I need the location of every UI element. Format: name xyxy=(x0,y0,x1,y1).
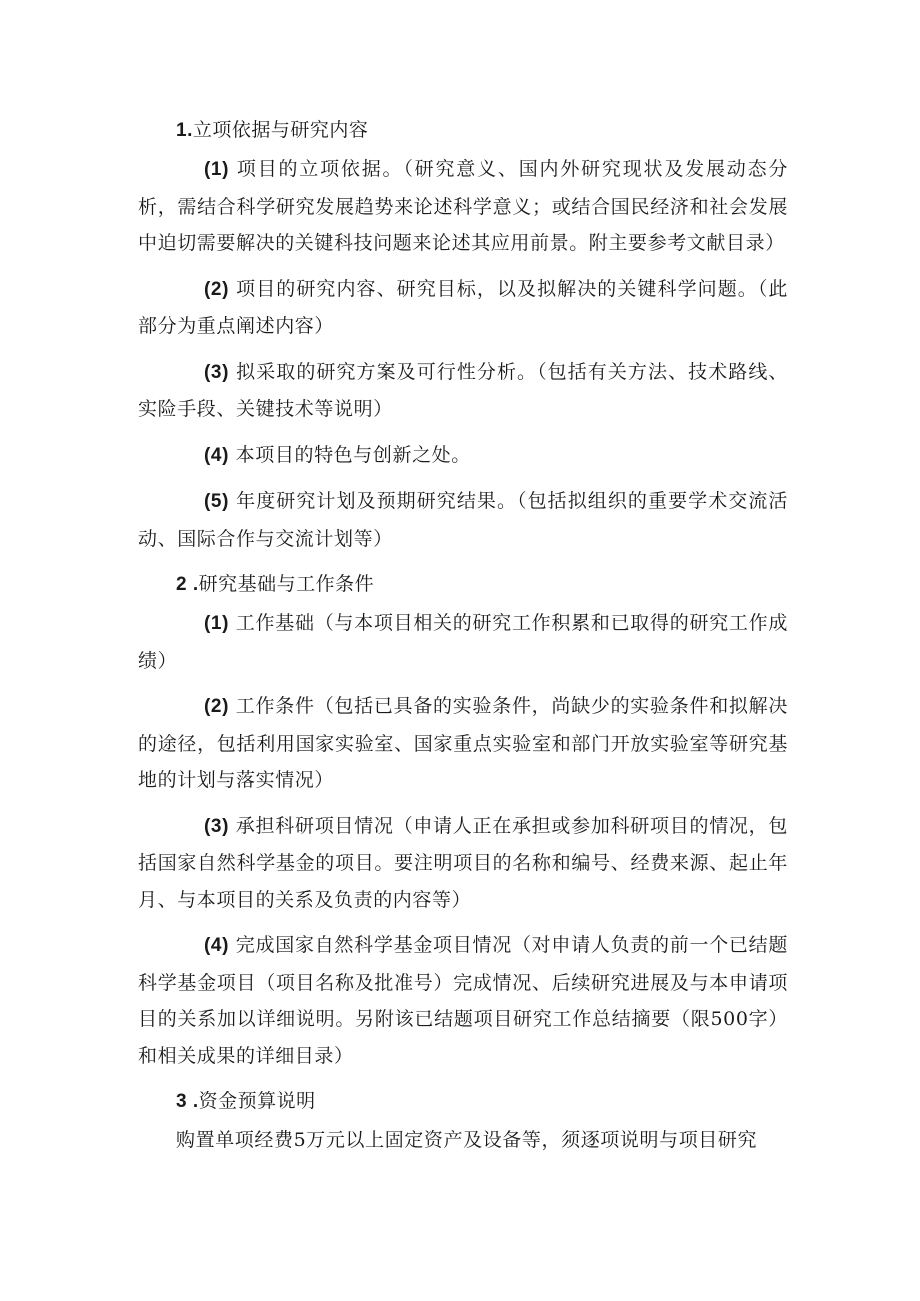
paragraph: 购置单项经费5万元以上固定资产及设备等，须逐项说明与项目研究 xyxy=(176,1129,758,1151)
item-text: 年度研究计划及预期研究结果。（包括拟组织的重要学术交流活动、国际合作与交流计划等） xyxy=(138,490,788,550)
item-text: 拟采取的研究方案及可行性分析。（包括有关方法、技术路线、实险手段、关键技术等说明） xyxy=(138,360,788,420)
list-item xyxy=(138,151,788,262)
section-heading-1 xyxy=(138,112,788,149)
item-text: 工作基础（与本项目相关的研究工作积累和已取得的研究工作成绩） xyxy=(138,612,788,672)
section-title: 研究基础与工作条件 xyxy=(198,573,375,595)
item-text: 完成国家自然科学基金项目情况（对申请人负责的前一个已结题科学基金项目（项目名称及批准号）完成情况、后续研究进展及与本申请项目的关系加以详细说明。另附该已结题项目研究工作总结摘要（限500字）和相关成果的详细目录） xyxy=(138,934,788,1067)
section-number: 2 . xyxy=(176,574,199,595)
section-title: 立项依据与研究内容 xyxy=(192,119,369,141)
item-text: 本项目的特色与创新之处。 xyxy=(229,443,471,466)
item-text: 工作条件（包括已具备的实验条件，尚缺少的实验条件和拟解决的途径，包括利用国家实验室、国家重点实验室和部门开放实验室等研究基地的计划与落实情况） xyxy=(138,695,788,791)
list-item xyxy=(138,688,788,799)
item-label: (1) xyxy=(204,159,230,180)
list-item xyxy=(138,808,788,919)
section-title: 资金预算说明 xyxy=(198,1090,316,1112)
list-item xyxy=(138,437,788,475)
list-item xyxy=(138,354,788,428)
section-heading-3 xyxy=(138,1083,788,1120)
item-text: 项目的立项依据。（研究意义、国内外研究现状及发展动态分析，需结合科学研究发展趋势来论述科学意义；或结合国民经济和社会发展中迫切需要解决的关键科技问题来论述其应用前景。附主要参考文献目录） xyxy=(138,158,788,254)
item-label: (2) xyxy=(204,696,230,717)
list-item xyxy=(138,605,788,679)
item-label: (4) xyxy=(204,444,230,466)
section-number: 3 . xyxy=(176,1091,199,1112)
item-label: (1) xyxy=(204,613,230,634)
item-label: (3) xyxy=(204,815,230,837)
item-label: (3) xyxy=(204,361,230,383)
item-label: (4) xyxy=(204,935,230,956)
list-item xyxy=(138,927,788,1074)
item-text: 项目的研究内容、研究目标，以及拟解决的关键科学问题。（此部分为重点阐述内容） xyxy=(138,277,788,337)
item-label: (5) xyxy=(204,491,230,512)
item-label: (2) xyxy=(204,278,230,300)
list-item xyxy=(138,483,788,557)
document-body xyxy=(138,112,788,1159)
section-heading-2 xyxy=(138,566,788,603)
section-number: 1. xyxy=(176,120,193,141)
item-text: 承担科研项目情况（申请人正在承担或参加科研项目的情况，包括国家自然科学基金的项目。要注明项目的名称和编号、经费来源、起止年月、与本项目的关系及负责的内容等） xyxy=(138,814,788,911)
list-item xyxy=(138,271,788,345)
